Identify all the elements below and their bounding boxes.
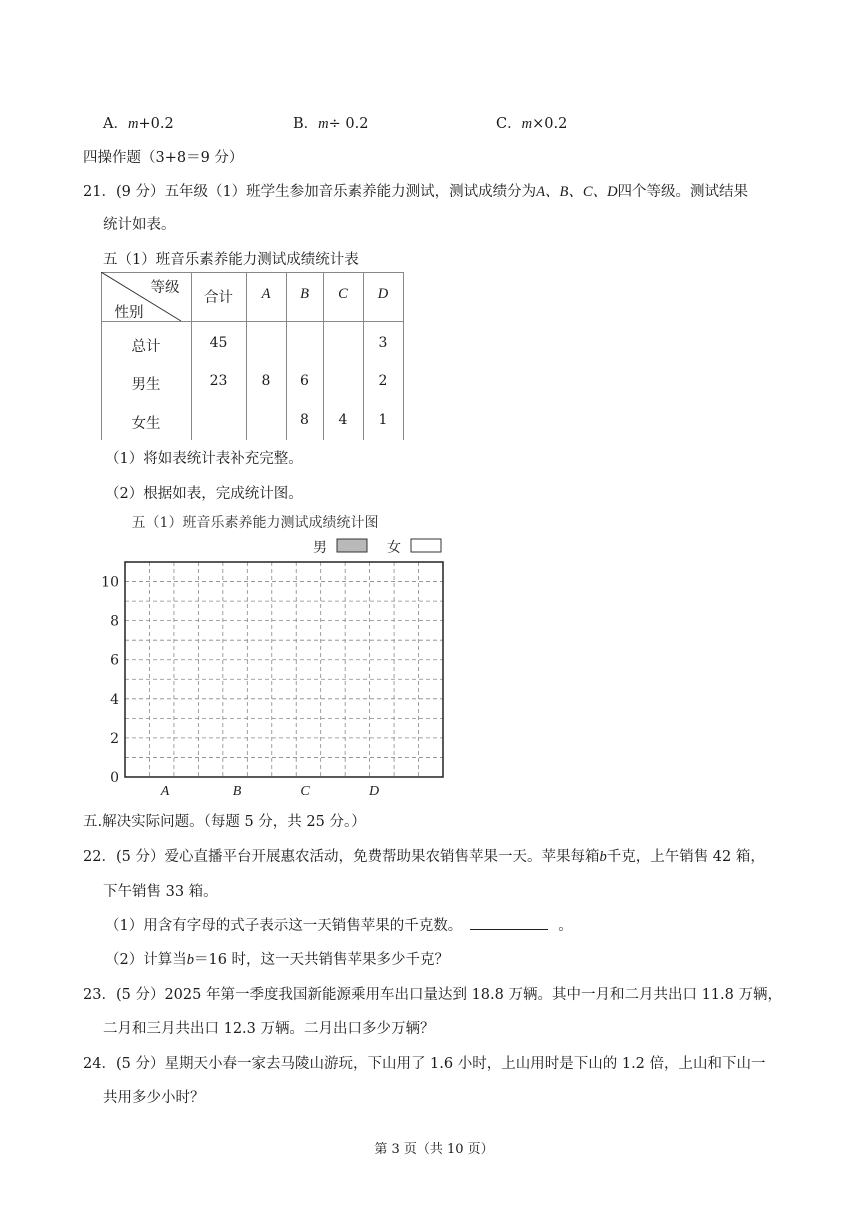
option-a: A．m+0.2 (103, 116, 174, 132)
x-category-label: C (300, 784, 310, 799)
q24-number: 24．(5 分） (83, 1056, 165, 1072)
y-tick-label: 4 (110, 691, 119, 708)
chart-svg (95, 507, 455, 807)
x-category-label: B (232, 784, 242, 799)
table-cell: 8 (261, 373, 271, 389)
header-grade-d: D (377, 286, 389, 302)
table-corner-bottom: 性别 (114, 305, 144, 321)
q22-number: 22．(5 分） (83, 849, 165, 865)
q23-number: 23．(5 分） (83, 987, 165, 1003)
bar-chart (95, 507, 455, 807)
q21-line-1: 21．(9 分）五年级（1）班学生参加音乐素养能力测试，测试成绩分为A、B、C、D四个等级。测试结果 (83, 184, 749, 200)
x-category-label: A (160, 784, 170, 799)
table-cell: 23 (209, 373, 228, 389)
table-cell: 45 (209, 335, 228, 351)
table-cell: 2 (378, 373, 388, 389)
y-tick-label: 0 (110, 770, 119, 786)
legend-girls-label: 女 (387, 540, 401, 556)
table-cell: 6 (300, 373, 309, 389)
q22-line-2: 下午销售 33 箱。 (103, 884, 218, 900)
q22-sub-2: （2）计算当b＝16 时，这一天共销售苹果多少千克？ (105, 952, 450, 968)
table-title: 五（1）班音乐素养能力测试成绩统计表 (103, 252, 359, 268)
header-grade-c: C (338, 286, 348, 302)
option-b: B．m÷ 0.2 (293, 116, 369, 132)
chart-plot-frame (125, 562, 443, 777)
q21-line-2: 统计如表。 (103, 217, 176, 233)
section-4-title: 四操作题（3+8＝9 分） (83, 150, 244, 166)
chart-title: 五（1）班音乐素养能力测试成绩统计图 (131, 515, 379, 531)
stats-table (101, 272, 404, 440)
q21-sub-2: （2）根据如表，完成统计图。 (105, 486, 303, 502)
q22-sub-1: （1）用含有字母的式子表示这一天销售苹果的千克数。 。 (105, 914, 573, 935)
q24-line-1: 24．(5 分）星期天小春一家去马陵山游玩，下山用了 1.6 小时，上山用时是下山的 1.2 倍，上山和下山一 (83, 1056, 766, 1072)
y-tick-label: 2 (110, 730, 119, 747)
table-cell: 4 (338, 412, 348, 428)
row-label-total: 总计 (131, 339, 161, 355)
table-cell: 1 (378, 412, 388, 428)
legend-girls-swatch (411, 539, 441, 552)
y-tick-label: 8 (110, 613, 119, 630)
section-5-title: 五.解决实际问题。（每题 5 分，共 25 分。） (83, 814, 366, 830)
y-tick-label: 10 (101, 574, 119, 591)
q24-line-2: 共用多少小时？ (103, 1090, 205, 1106)
header-grade-a: A (261, 286, 271, 302)
legend-boys-swatch (337, 539, 367, 552)
q22-line-1: 22．(5 分）爱心直播平台开展惠农活动，免费帮助果农销售苹果一天。苹果每箱b千克，上午销售 42 箱， (83, 849, 765, 865)
legend-boys-label: 男 (313, 540, 327, 556)
page-footer: 第 3 页（共 10 页） (374, 1142, 494, 1157)
header-grade-b: B (300, 286, 309, 302)
q21-number: 21．(9 分） (83, 184, 165, 200)
x-category-label: D (368, 784, 380, 799)
q23-line-1: 23．(5 分）2025 年第一季度我国新能源乘用车出口量达到 18.8 万辆。其中一月和二月共出口 11.8 万辆， (83, 987, 782, 1003)
option-c: C．m×0.2 (496, 116, 568, 132)
answer-blank[interactable] (470, 915, 548, 930)
row-label-girls: 女生 (131, 416, 161, 432)
y-tick-label: 6 (110, 652, 119, 669)
q23-line-2: 二月和三月共出口 12.3 万辆。二月出口多少万辆？ (103, 1021, 435, 1037)
table-cell: 8 (300, 412, 309, 428)
header-total: 合计 (204, 290, 233, 306)
row-label-boys: 男生 (131, 377, 161, 393)
table-corner-top: 等级 (150, 280, 180, 296)
table-col-line (403, 272, 404, 440)
table-cell: 3 (378, 335, 388, 351)
chart-grid (125, 562, 443, 777)
q21-sub-1: （1）将如表统计表补充完整。 (105, 451, 303, 467)
